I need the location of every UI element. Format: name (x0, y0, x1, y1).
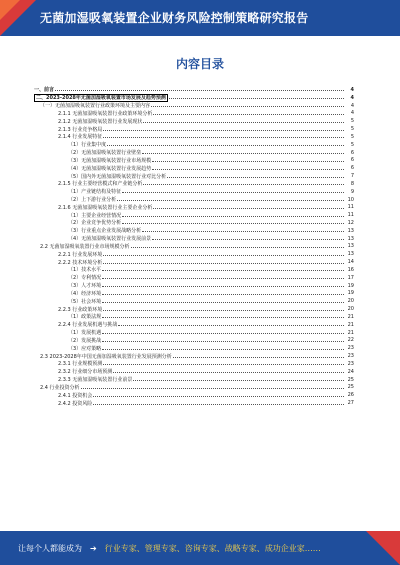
toc-leader-dots (102, 341, 344, 342)
toc-entry[interactable] (34, 196, 354, 204)
toc-entry-label: 二、2023-2028年无菌加湿吸氧装置市场发展及趋势预测 (36, 94, 166, 101)
toc-entry-label: 2.2.1 行业发展环境 (58, 251, 103, 258)
toc-entry-label: （2）无菌加湿吸氧装置行业壁垒 (68, 150, 142, 157)
toc-entry-page: 13 (347, 243, 354, 250)
toc-leader-dots (153, 208, 344, 209)
document-footer-banner (0, 531, 400, 565)
footer-red-corner (366, 531, 400, 565)
toc-entry[interactable] (34, 156, 354, 164)
toc-entry-label: （1）政策法规 (68, 314, 102, 321)
toc-entry-label: 2.3.2 行业细分市场预测 (58, 369, 113, 376)
toc-leader-dots (103, 137, 344, 138)
toc-entry[interactable] (34, 219, 354, 227)
toc-entry-page: 19 (347, 290, 354, 297)
toc-entry[interactable] (34, 149, 354, 157)
toc-entry-label: （2）专利情况 (68, 275, 102, 282)
toc-entry-page: 26 (347, 392, 354, 399)
toc-leader-dots (143, 184, 344, 185)
toc-leader-dots (143, 122, 344, 123)
toc-entry[interactable] (34, 133, 354, 141)
toc-entry[interactable] (34, 188, 354, 196)
toc-entry-page: 21 (347, 329, 354, 336)
toc-entry[interactable] (34, 360, 354, 368)
toc-leader-dots (151, 106, 344, 107)
footer-text (18, 543, 321, 554)
toc-entry[interactable] (34, 376, 354, 384)
toc-leader-dots (142, 153, 344, 154)
document-title: 无菌加湿吸氧装置企业财务风险控制策略研究报告 (40, 11, 309, 25)
toc-entry-page: 4 (350, 94, 354, 101)
toc-entry-page: 23 (347, 353, 354, 360)
toc-entry[interactable] (34, 290, 354, 298)
toc-entry-page: 4 (350, 110, 354, 117)
toc-entry-label: 2.2 无菌加湿吸氧装置行业市场规模分析 (40, 243, 130, 250)
toc-entry[interactable] (34, 297, 354, 305)
toc-entry[interactable] (34, 258, 354, 266)
toc-entry-page: 9 (350, 188, 354, 195)
toc-entry-label: （2）发展挑战 (68, 337, 102, 344)
toc-entry-label: （2）上下游行业分析 (68, 197, 117, 203)
header-orange-corner (0, 0, 20, 20)
toc-leader-dots (103, 255, 344, 256)
toc-entry[interactable] (34, 86, 354, 94)
toc-entry-page: 7 (350, 173, 354, 180)
toc-leader-dots (102, 278, 344, 279)
toc-leader-dots (133, 380, 344, 381)
toc-entry[interactable] (34, 266, 354, 274)
toc-entry-label: 2.2.4 行业发展机遇与挑战 (58, 322, 118, 329)
toc-leader-dots (173, 357, 344, 358)
toc-entry-page: 5 (350, 133, 354, 140)
toc-entry-page: 23 (347, 360, 354, 367)
toc-entry-page: 11 (347, 204, 354, 211)
toc-leader-dots (142, 231, 344, 232)
toc-leader-dots (167, 177, 344, 178)
toc-entry-page: 20 (347, 306, 354, 313)
toc-leader-dots (103, 130, 344, 131)
toc-leader-dots (102, 302, 344, 303)
toc-entry-label: （1）主要企业经营情况 (68, 212, 122, 219)
toc-entry-page: 5 (350, 126, 354, 133)
toc-entry-label: 2.2.2 技术环境分析 (58, 259, 103, 266)
toc-entry-label: （3）行业重点企业发展战略分析 (68, 228, 142, 235)
toc-leader-dots (102, 317, 344, 318)
toc-leader-dots (113, 372, 344, 373)
document-header-banner (0, 0, 400, 36)
toc-entry-page: 20 (347, 298, 354, 305)
footer-slogan: 行业专家、管理专家、咨询专家、战略专家、成功企业家…… (104, 544, 321, 553)
toc-entry-label: （4）无菌加湿吸氧装置行业发展趋势 (68, 165, 152, 172)
toc-entry-page: 4 (350, 102, 354, 109)
toc-entry-label: （3）应对策略 (68, 345, 102, 352)
toc-entry-page: 10 (347, 196, 354, 203)
toc-leader-dots (102, 286, 344, 287)
toc-entry-page: 12 (347, 219, 354, 226)
toc-entry-label: （3）无菌加湿吸氧装置行业市场规模 (68, 157, 152, 164)
toc-entry-label: 2.1.4 行业发展特征 (58, 134, 103, 141)
toc-entry[interactable] (34, 383, 354, 391)
toc-entry[interactable] (34, 274, 354, 282)
toc-leader-dots (152, 161, 344, 162)
toc-entry-page: 24 (347, 368, 354, 375)
toc-entry-label: 2.1.5 行业主要经营模式和产业链分析 (58, 181, 143, 188)
toc-entry-page: 21 (347, 313, 354, 320)
toc-entry[interactable] (34, 164, 354, 172)
toc-leader-dots (118, 325, 344, 326)
toc-entry-label: 2.2.3 行业政策环境 (58, 306, 103, 313)
toc-leader-dots (152, 169, 344, 170)
toc-entry-label: 2.1.1 无菌加湿吸氧装置行业政策环境分析 (58, 110, 153, 117)
toc-entry-label: （4）无菌加湿吸氧装置行业发展前景 (68, 236, 152, 243)
toc-entry[interactable] (34, 203, 354, 211)
toc-entry-page: 8 (350, 180, 354, 187)
toc-entry-page: 6 (350, 149, 354, 156)
toc-entry-page: 5 (350, 141, 354, 148)
toc-entry[interactable] (34, 117, 354, 125)
toc-leader-dots (103, 364, 344, 365)
toc-leader-dots (122, 216, 344, 217)
toc-entry[interactable] (34, 94, 354, 102)
toc-leader-dots (103, 310, 344, 311)
toc-entry-page: 19 (347, 282, 354, 289)
toc-entry-label: 2.3 2023-2028年中国无菌加湿吸氧装置行业发展预测分析 (40, 353, 172, 360)
toc-entry-page: 13 (347, 235, 354, 242)
toc-entry-label: （1）发展机遇 (68, 330, 102, 337)
toc-entry-page: 6 (350, 165, 354, 172)
toc-entry-label: 2.1.2 无菌加湿吸氧装置行业发展现状 (58, 118, 143, 125)
toc-entry[interactable] (34, 235, 354, 243)
toc-entry-label: 2.3.3 无菌加湿吸氧装置行业前景 (58, 377, 133, 384)
toc-entry-label: 一、前言 (34, 87, 55, 94)
toc-entry-label: 2.4.1 投资机会 (58, 392, 93, 399)
toc-entry[interactable] (34, 391, 354, 399)
toc-entry-page: 23 (347, 345, 354, 352)
toc-entry-label: （4）经济环境 (68, 290, 102, 297)
toc-leader-dots (93, 404, 344, 405)
toc-leader-dots (103, 263, 344, 264)
toc-entry[interactable] (34, 399, 354, 407)
toc-entry[interactable] (34, 250, 354, 258)
toc-entry[interactable] (34, 102, 354, 110)
toc-entry-page: 22 (347, 337, 354, 344)
toc-entry[interactable] (34, 180, 354, 188)
toc-entry-page: 6 (350, 157, 354, 164)
toc-entry-label: 2.3.1 行业规模预测 (58, 361, 103, 368)
toc-heading: 内容目录 (175, 57, 224, 71)
toc-leader-dots (102, 349, 344, 350)
toc-entry[interactable] (34, 282, 354, 290)
toc-entry-label: （2）企业竞争优势分析 (68, 220, 122, 227)
toc-entry-page: 13 (347, 227, 354, 234)
toc-entry-label: 2.4.2 投资风险 (58, 400, 93, 407)
toc-entry[interactable] (34, 329, 354, 337)
table-of-contents (34, 86, 354, 407)
toc-entry-label: （1）产业链结构及特征 (68, 189, 122, 196)
toc-entry[interactable] (34, 125, 354, 133)
toc-entry[interactable] (34, 211, 354, 219)
toc-entry-label: 2.1.6 无菌加湿吸氧装置行业主要企业分析 (58, 204, 153, 211)
toc-leader-dots (117, 200, 344, 201)
arrow-right-icon: ➔ (90, 544, 97, 553)
toc-entry-page: 21 (347, 321, 354, 328)
toc-entry-label: （1）行业集中度 (68, 142, 107, 149)
toc-entry-label: 2.1.3 行业竞争格局 (58, 126, 103, 133)
toc-entry-page: 4 (350, 86, 354, 93)
toc-leader-dots (152, 239, 344, 240)
toc-leader-dots (102, 294, 344, 295)
toc-leader-dots (93, 396, 344, 397)
toc-entry[interactable] (34, 172, 354, 180)
toc-leader-dots (122, 223, 344, 224)
toc-leader-dots (153, 114, 344, 115)
toc-entry-page: 11 (347, 212, 354, 219)
toc-entry-page: 25 (347, 376, 354, 383)
toc-leader-dots (122, 192, 344, 193)
toc-entry-label: （3）人才环境 (68, 283, 102, 290)
toc-entry[interactable] (34, 352, 354, 360)
toc-entry-page: 5 (350, 118, 354, 125)
toc-entry-label: （5）国内外无菌加湿吸氧装置行业对比分析 (68, 173, 167, 180)
toc-entry-label: 2.4 行业投资分析 (40, 384, 80, 391)
toc-entry[interactable] (34, 141, 354, 149)
toc-leader-dots (55, 90, 344, 91)
toc-entry[interactable] (34, 109, 354, 117)
toc-entry-page: 25 (347, 384, 354, 391)
toc-entry-page: 14 (347, 259, 354, 266)
toc-leader-dots (131, 247, 344, 248)
toc-entry[interactable] (34, 344, 354, 352)
toc-entry-page: 13 (347, 251, 354, 258)
toc-entry-label: （5）社会环境 (68, 298, 102, 305)
toc-entry[interactable] (34, 313, 354, 321)
toc-entry[interactable] (34, 227, 354, 235)
toc-entry-label: （1）技术水平 (68, 267, 102, 274)
toc-leader-dots (169, 98, 344, 99)
toc-entry[interactable] (34, 368, 354, 376)
toc-entry-label: （一）无菌加湿吸氧装置行业政策环境及主要内容 (40, 103, 151, 110)
toc-entry[interactable] (34, 321, 354, 329)
toc-leader-dots (102, 270, 344, 271)
toc-entry-page: 17 (347, 274, 354, 281)
toc-leader-dots (107, 145, 344, 146)
footer-left-text: 让每个人都能成为 (18, 544, 82, 553)
toc-entry-page: 27 (347, 400, 354, 407)
toc-entry[interactable] (34, 243, 354, 251)
toc-entry[interactable] (34, 305, 354, 313)
toc-leader-dots (81, 388, 344, 389)
toc-leader-dots (102, 333, 344, 334)
toc-entry[interactable] (34, 337, 354, 345)
toc-entry-page: 16 (347, 266, 354, 273)
